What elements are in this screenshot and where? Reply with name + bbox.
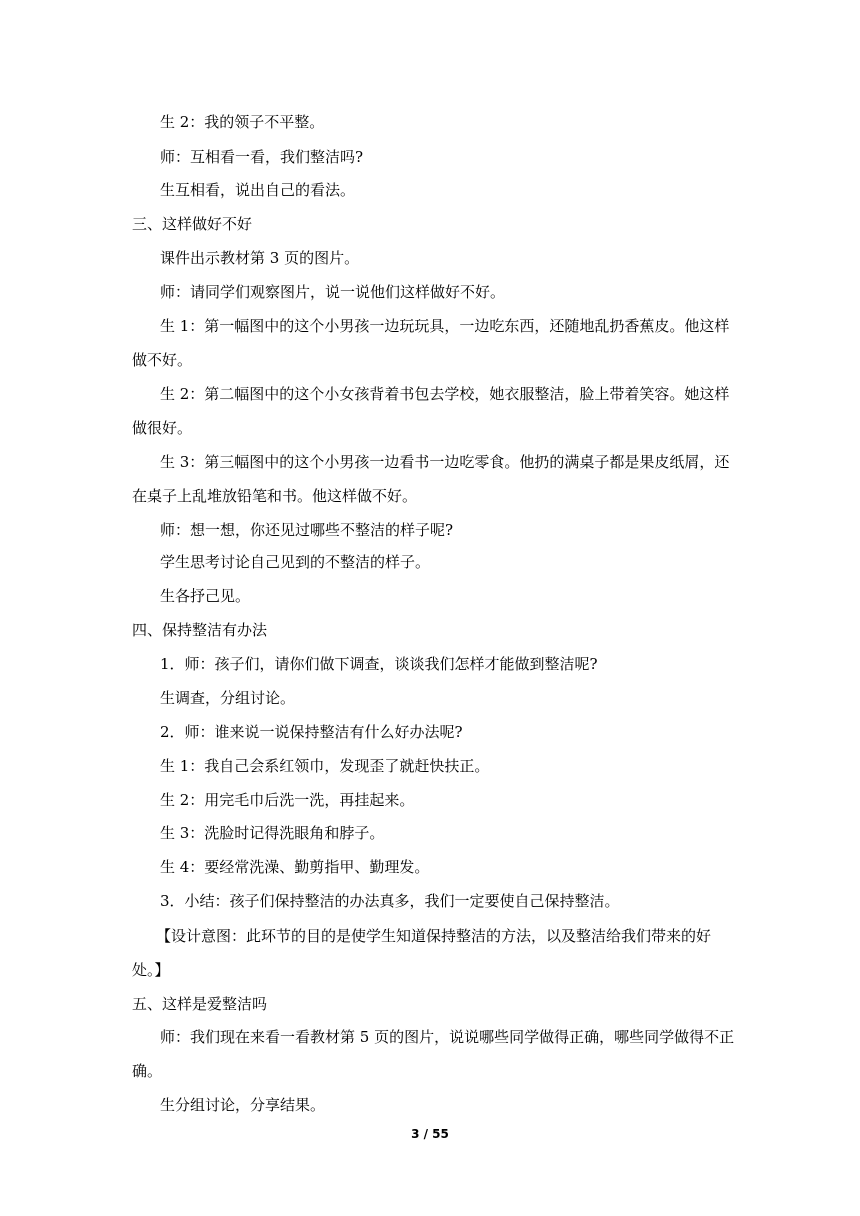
text-line: 生 1：第一幅图中的这个小男孩一边玩玩具，一边吃东西，还随地乱扔香蕉皮。他这样 (160, 317, 730, 335)
design-intent-note: 【设计意图：此环节的目的是使学生知道保持整洁的方法，以及整洁给我们带来的好 (156, 927, 712, 945)
section-heading: 三、这样做好不好 (132, 215, 253, 233)
text-line: 学生思考讨论自己见到的不整洁的样子。 (160, 553, 431, 571)
text-line: 生 4：要经常洗澡、勤剪指甲、勤理发。 (160, 858, 430, 876)
text-line: 师：想一想，你还见过哪些不整洁的样子呢? (160, 521, 454, 539)
text-line: 课件出示教材第 3 页的图片。 (160, 249, 360, 267)
text-line: 生互相看，说出自己的看法。 (160, 181, 356, 199)
text-line: 生 2：用完毛巾后洗一洗，再挂起来。 (160, 791, 415, 809)
section-heading: 五、这样是爱整洁吗 (132, 995, 268, 1013)
text-line: 生调查，分组讨论。 (160, 689, 296, 707)
text-line: 处。】 (132, 961, 170, 979)
text-line: 1．师：孩子们，请你们做下调查，谈谈我们怎样才能做到整洁呢? (160, 655, 598, 673)
text-line: 在桌子上乱堆放铅笔和书。他这样做不好。 (132, 487, 418, 505)
text-line: 做很好。 (132, 419, 193, 437)
text-line: 做不好。 (132, 351, 193, 369)
text-line: 生 2：我的领子不平整。 (160, 113, 325, 131)
text-line: 师：我们现在来看一看教材第 5 页的图片，说说哪些同学做得正确，哪些同学做得不正 (160, 1028, 735, 1046)
text-line: 生分组讨论，分享结果。 (160, 1096, 326, 1114)
text-line: 师：互相看一看，我们整洁吗? (160, 148, 364, 166)
section-heading: 四、保持整洁有办法 (132, 621, 268, 639)
text-line: 2．师：谁来说一说保持整洁有什么好办法呢? (160, 723, 463, 741)
text-line: 生 3：第三幅图中的这个小男孩一边看书一边吃零食。他扔的满桌子都是果皮纸屑，还 (160, 453, 730, 471)
text-line: 3．小结：孩子们保持整洁的办法真多，我们一定要使自己保持整洁。 (160, 892, 620, 910)
text-line: 生 2：第二幅图中的这个小女孩背着书包去学校，她衣服整洁，脸上带着笑容。她这样 (160, 385, 730, 403)
text-line: 生 1：我自己会系红领巾，发现歪了就赶快扶正。 (160, 757, 490, 775)
text-line: 师：请同学们观察图片，说一说他们这样做好不好。 (160, 283, 506, 301)
text-line: 确。 (132, 1062, 163, 1080)
page-number: 3 / 55 (411, 1127, 449, 1141)
text-line: 生 3：洗脸时记得洗眼角和脖子。 (160, 824, 385, 842)
text-line: 生各抒己见。 (160, 587, 251, 605)
